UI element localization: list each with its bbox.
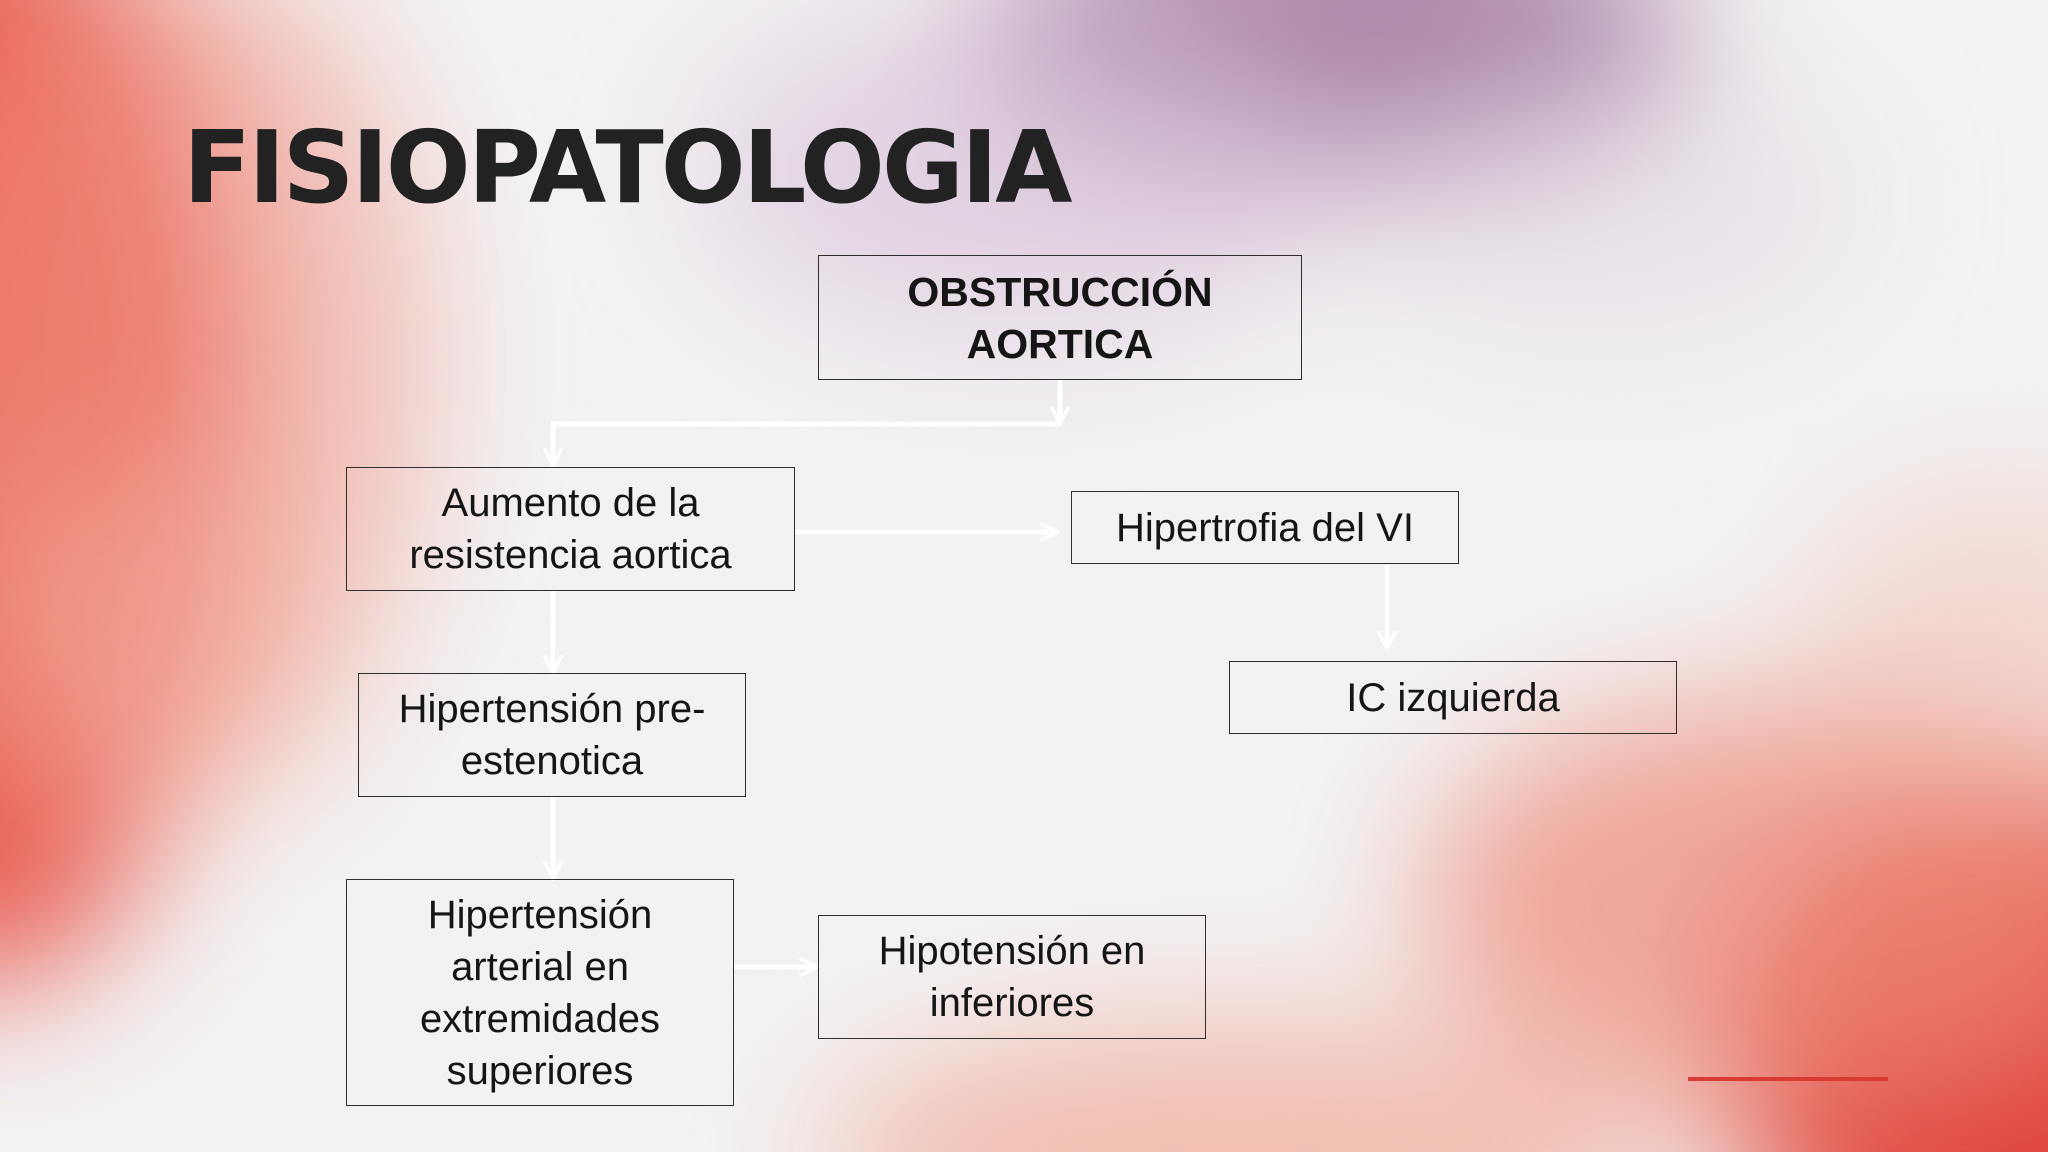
node-line: Hipertensión pre- bbox=[398, 687, 706, 731]
node-line: Aumento de la bbox=[441, 481, 700, 525]
accent-line bbox=[1688, 1077, 1888, 1081]
slide-title: FISIOPATOLOGIA bbox=[183, 109, 1070, 226]
node-line: estenotica bbox=[460, 739, 644, 783]
edge-obstruccion-aumento bbox=[553, 424, 1060, 466]
node-aumento-resistencia bbox=[346, 467, 795, 591]
node-line: Hipertensión bbox=[427, 892, 653, 937]
node-hipotension-inferiores bbox=[818, 915, 1206, 1039]
node-line: IC izquierda bbox=[1346, 675, 1560, 720]
node-line: inferiores bbox=[929, 981, 1095, 1025]
node-obstruccion-aortica bbox=[818, 255, 1302, 380]
node-hipertension-arterial-superiores bbox=[346, 879, 734, 1106]
node-line: Hipotensión en bbox=[878, 929, 1146, 973]
node-line: extremidades bbox=[419, 996, 661, 1041]
node-hipertension-preestenotica bbox=[358, 673, 746, 797]
node-hipertrofia-vi bbox=[1071, 491, 1459, 564]
node-line: superiores bbox=[446, 1048, 634, 1093]
node-line: resistencia aortica bbox=[409, 533, 732, 577]
node-line: Hipertrofia del VI bbox=[1116, 505, 1414, 550]
node-line: arterial en bbox=[451, 944, 629, 989]
node-line: OBSTRUCCIÓN bbox=[907, 268, 1213, 315]
node-line: AORTICA bbox=[966, 320, 1154, 367]
node-ic-izquierda bbox=[1229, 661, 1677, 734]
